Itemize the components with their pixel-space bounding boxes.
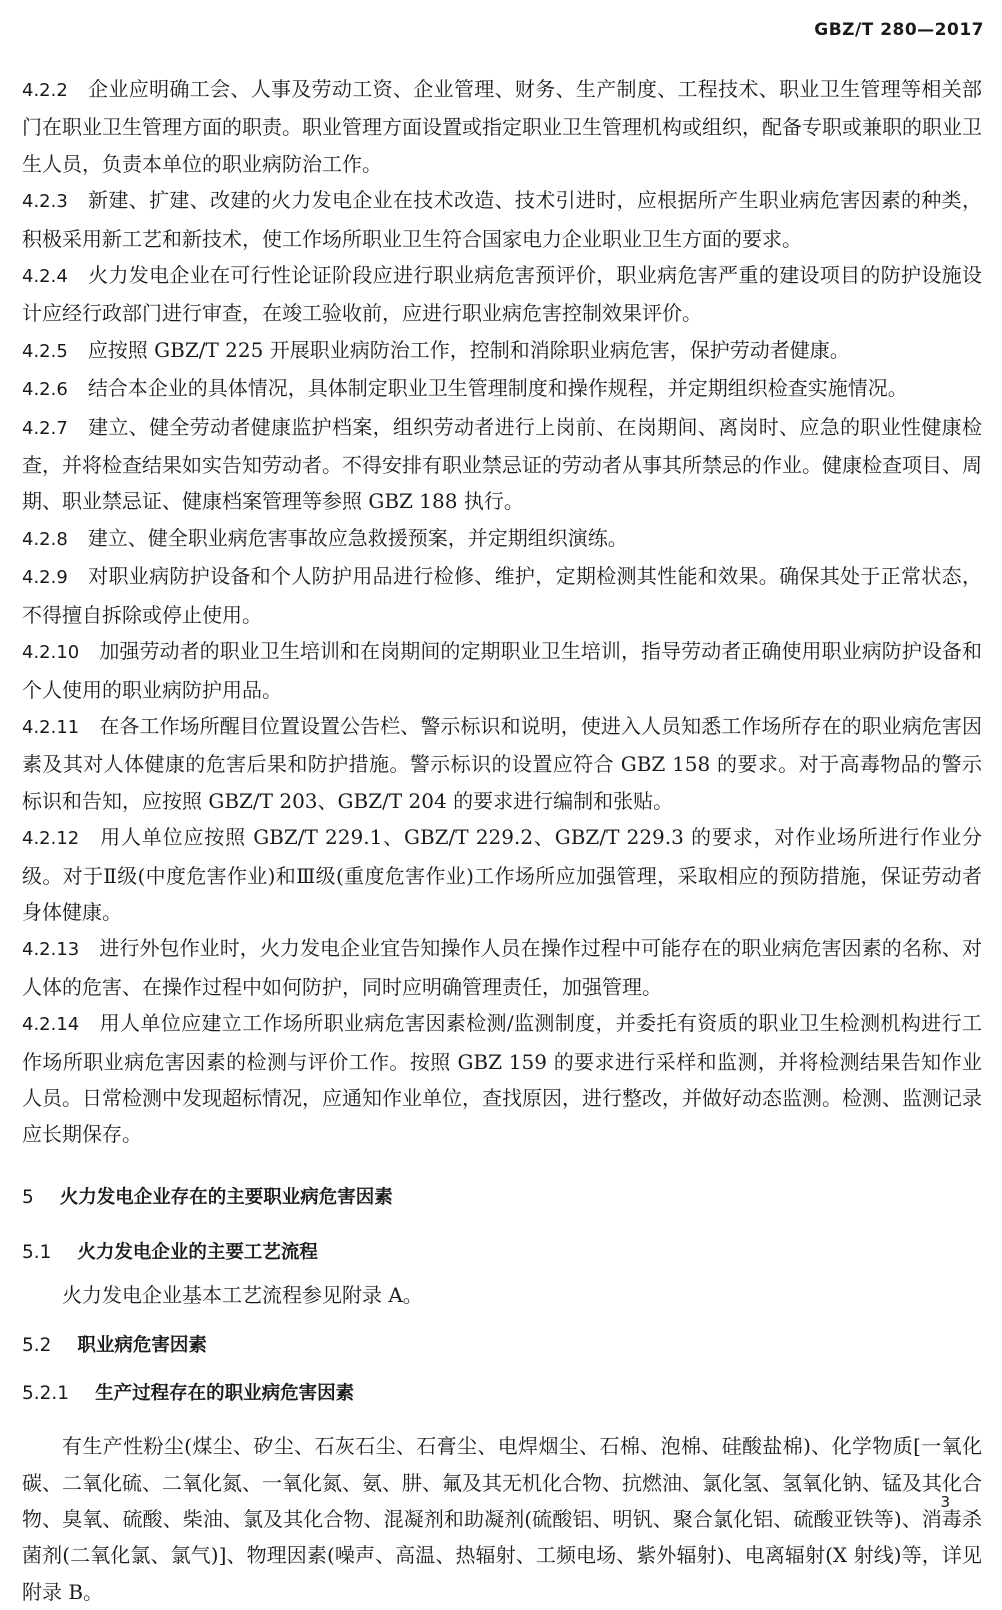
clause-4-2-10 xyxy=(22,633,982,708)
page-number: 3 xyxy=(940,1493,950,1511)
clause-number: 4.2.2 xyxy=(22,80,68,101)
section-5-1-heading xyxy=(22,1235,982,1271)
clause-text: 建立、健全职业病危害事故应急救援预案，并定期组织演练。 xyxy=(87,525,628,550)
clause-number: 4.2.6 xyxy=(22,379,68,401)
clause-4-2-6 xyxy=(22,370,982,408)
section-number: 5.2 xyxy=(22,1335,52,1357)
clause-text: 企业应明确工会、人事及劳动工资、企业管理、财务、生产制度、工程技术、职业卫生管理等相关部门在职业卫生管理方面的职责。职业管理方面设置或指定职业卫生管理机构或组织，配备专职或兼职的职业卫生人员，负责本单位的职业病防治工作。 xyxy=(22,77,982,176)
clause-4-2-5 xyxy=(22,332,982,370)
clause-text: 用人单位应按照 GBZ/T 229.1、GBZ/T 229.2、GBZ/T 229.3 的要求，对作业场所进行作业分级。对于Ⅱ级(中度危害作业)和Ⅲ级(重度危害作业)工作场所应加强管理，采取相应的预防措施，保证劳动者身体健康。 xyxy=(22,825,982,924)
clause-number: 4.2.11 xyxy=(22,716,80,738)
clause-number: 4.2.14 xyxy=(22,1014,80,1036)
section-title: 火力发电企业存在的主要职业病危害因素 xyxy=(59,1186,393,1208)
clause-4-2-4 xyxy=(22,257,982,332)
clause-number: 4.2.12 xyxy=(22,828,80,850)
clause-text: 火力发电企业在可行性论证阶段应进行职业病危害预评价，职业病危害严重的建设项目的防护设施设计应经行政部门进行审查，在竣工验收前，应进行职业病危害控制效果评价。 xyxy=(22,263,982,326)
clause-text: 进行外包作业时，火力发电企业宜告知操作人员在操作过程中可能存在的职业病危害因素的名称、对人体的危害、在操作过程中如何防护，同时应明确管理责任，加强管理。 xyxy=(22,936,982,999)
clause-4-2-14 xyxy=(22,1005,982,1153)
section-number: 5 xyxy=(22,1186,34,1208)
clause-text: 应按照 GBZ/T 225 开展职业病防治工作，控制和消除职业病危害，保护劳动者健康。 xyxy=(87,337,850,362)
main-content xyxy=(22,71,982,1610)
clause-4-2-11 xyxy=(22,708,982,819)
section-5-2-heading xyxy=(22,1328,982,1364)
clause-number: 4.2.4 xyxy=(22,266,68,288)
section-title: 火力发电企业的主要工艺流程 xyxy=(77,1241,318,1263)
clause-number: 4.2.13 xyxy=(22,939,80,961)
section-number: 5.2.1 xyxy=(22,1383,70,1405)
clause-text: 对职业病防护设备和个人防护用品进行检修、维护，定期检测其性能和效果。确保其处于正常状态，不得擅自拆除或停止使用。 xyxy=(22,564,982,627)
clause-text: 建立、健全劳动者健康监护档案，组织劳动者进行上岗前、在岗期间、离岗时、应急的职业性健康检查，并将检查结果如实告知劳动者。不得安排有职业禁忌证的劳动者从事其所禁忌的作业。健康检查项目、周期、职业禁忌证、健康档案管理等参照 GBZ 188 执行。 xyxy=(22,414,982,514)
clause-4-2-7 xyxy=(22,409,982,520)
clause-4-2-8 xyxy=(22,520,982,558)
clause-number: 4.2.10 xyxy=(22,642,80,664)
section-number: 5.1 xyxy=(22,1241,52,1263)
section-5-2-1-heading xyxy=(22,1376,982,1412)
clause-number: 4.2.8 xyxy=(22,528,68,550)
section-title: 职业病危害因素 xyxy=(77,1335,207,1357)
clause-text: 加强劳动者的职业卫生培训和在岗期间的定期职业卫生培训，指导劳动者正确使用职业病防护设备和个人使用的职业病防护用品。 xyxy=(22,639,982,702)
clause-4-2-2 xyxy=(22,71,982,182)
standard-code: GBZ/T 280—2017 xyxy=(814,20,984,40)
clause-number: 4.2.3 xyxy=(22,191,68,213)
section-title: 生产过程存在的职业病危害因素 xyxy=(95,1383,355,1405)
clause-text: 新建、扩建、改建的火力发电企业在技术改造、技术引进时，应根据所产生职业病危害因素的种类，积极采用新工艺和新技术，使工作场所职业卫生符合国家电力企业职业卫生方面的要求。 xyxy=(22,188,982,251)
clause-number: 4.2.5 xyxy=(22,340,68,362)
clause-4-2-12 xyxy=(22,819,982,930)
clause-number: 4.2.7 xyxy=(22,417,68,439)
section-5-2-1-text: 有生产性粉尘(煤尘、矽尘、石灰石尘、石膏尘、电焊烟尘、石棉、泡棉、硅酸盐棉)、化学物质[一氧化碳、二氧化硫、二氧化氮、一氧化氮、氨、肼、氟及其无机化合物、抗燃油、氯化氢、氢氧化钠、锰及其化合物、臭氧、硫酸、柴油、氯及其化合物、混凝剂和助凝剂(硫酸铝、明钒、聚合氯化铝、硫酸亚铁等)、消毒杀菌剂(二氧化氯、氯气)]、物理因素(噪声、高温、热辐射、工频电场、紫外辐射)、电离辐射(X 射线)等，详见附录 B。 xyxy=(22,1434,982,1604)
clause-text: 结合本企业的具体情况，具体制定职业卫生管理制度和操作规程，并定期组织检查实施情况。 xyxy=(87,376,908,401)
clause-4-2-13 xyxy=(22,930,982,1005)
clause-4-2-9 xyxy=(22,558,982,633)
clause-text: 用人单位应建立工作场所职业病危害因素检测/监测制度，并委托有资质的职业卫生检测机构进行工作场所职业病危害因素的检测与评价工作。按照 GBZ 159 的要求进行采样和监测，并将检测结果告知作业人员。日常检测中发现超标情况，应通知作业单位，查找原因，进行整改，并做好动态监测。检测、监测记录应长期保存。 xyxy=(22,1011,982,1147)
section-5-1-text: 火力发电企业基本工艺流程参见附录 A。 xyxy=(62,1282,423,1307)
clause-text: 在各工作场所醒目位置设置公告栏、警示标识和说明，使进入人员知悉工作场所存在的职业病危害因素及其对人体健康的危害后果和防护措施。警示标识的设置应符合 GBZ 158 的要求。对于高毒物品的警示标识和告知，应按照 GBZ/T 203、GBZ/T 204 的要求进行编制和张贴。 xyxy=(22,713,982,813)
section-5-heading xyxy=(22,1180,982,1216)
clause-4-2-3 xyxy=(22,182,982,257)
clause-number: 4.2.9 xyxy=(22,567,68,589)
